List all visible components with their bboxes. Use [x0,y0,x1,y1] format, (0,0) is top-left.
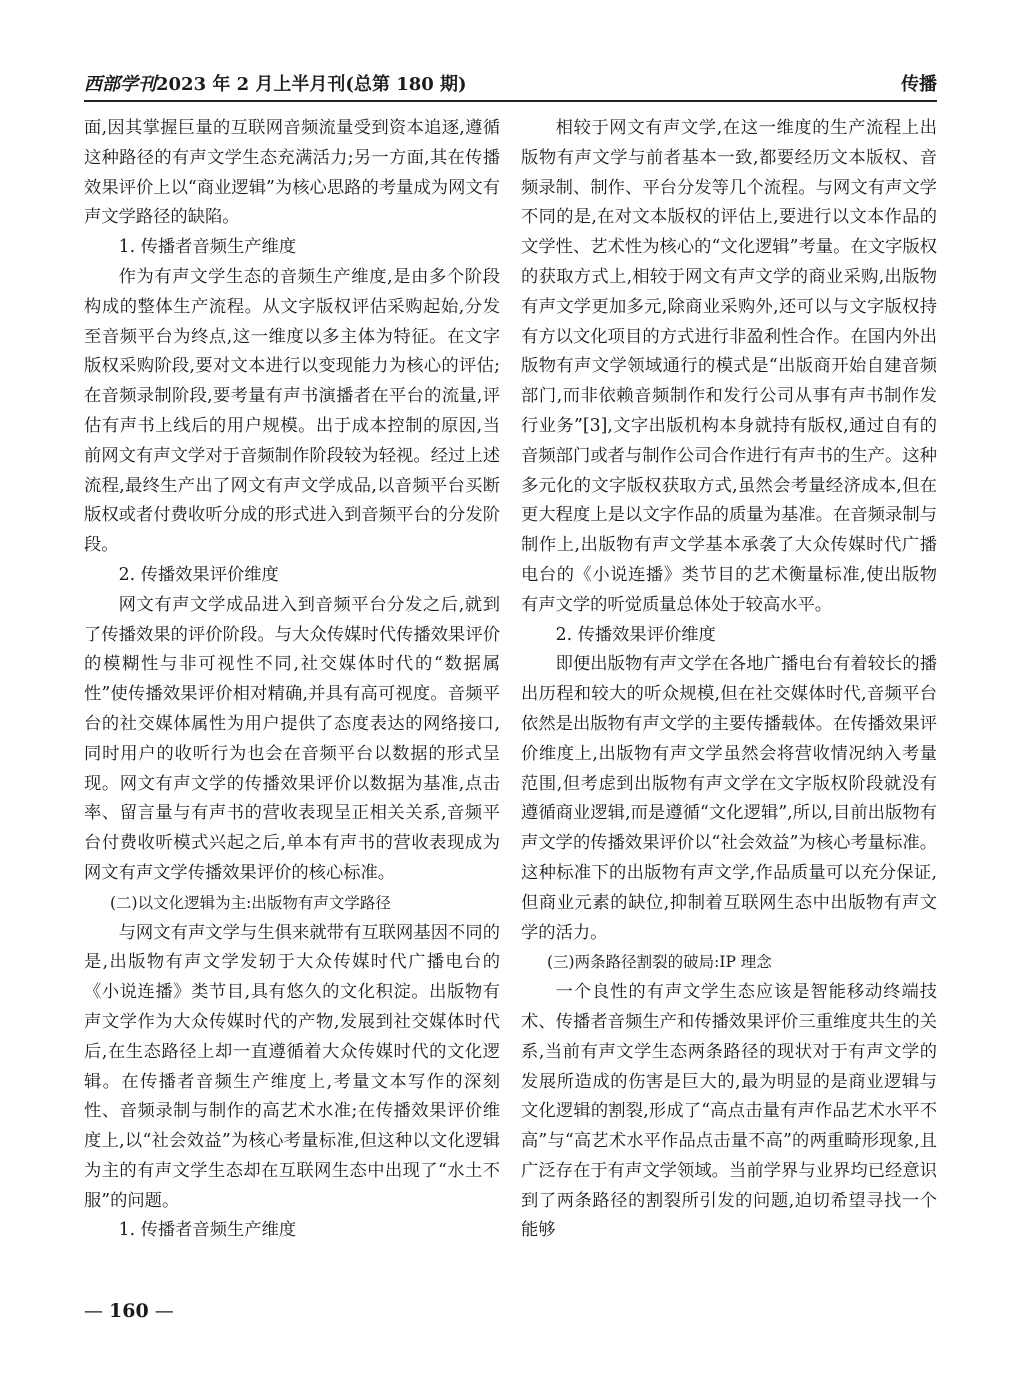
body-paragraph: 与网文有声文学与生俱来就带有互联网基因不同的是,出版物有声文学发轫于大众传媒时代广播电台的《小说连播》类节目,具有悠久的文化积淀。出版物有声文学作为大众传媒时代的产物,发展到社交媒体时代后,在生态路径上却一直遵循着大众传媒时代的文化逻辑。在传播者音频生产维度上,考量文本写作的深刻性、音频录制与制作的高艺术水准;在传播效果评价维度上,以“社会效益”为核心考量标准,但这种以文化逻辑为主的有声文学生态却在互联网生态中出现了“水土不服”的问题。 [84,922,500,1211]
subsection-heading: 1. 传播者音频生产维度 [118,1220,297,1241]
subsection-heading: 2. 传播效果评价维度 [118,564,279,585]
right-column [521,114,937,1246]
issue-label: 2023 年 2 月上半月刊(总第 180 期) [156,74,467,95]
body-paragraph: 作为有声文学生态的音频生产维度,是由多个阶段构成的整体生产流程。从文字版权评估采购起始,分发至音频平台为终点,这一维度以多主体为特征。在文字版权采购阶段,要对文本进行以变现能力为核心的评估;在音频录制阶段,要考量有声书演播者在平台的流量,评估有声书上线后的用户规模。出于成本控制的原因,当前网文有声文学对于音频制作阶段较为轻视。经过上述流程,最终生产出了网文有声文学成品,以音频平台买断版权或者付费收听分成的形式进入到音频平台的分发阶段。 [84,266,500,556]
page-number: — 160 — [84,1300,174,1322]
journal-issue-line [84,70,467,96]
section-heading: (三)两条路径割裂的破局:IP 理念 [547,953,772,972]
page-number-value: 160 [109,1300,149,1322]
body-paragraph: 面,因其掌握巨量的互联网音频流量受到资本追逐,遵循这种路径的有声文学生态充满活力;另一方面,其在传播效果评价上以“商业逻辑”为核心思路的考量成为网文有声文学路径的缺陷。 [84,118,500,228]
subsection-heading: 1. 传播者音频生产维度 [118,237,297,258]
body-paragraph: 网文有声文学成品进入到音频平台分发之后,就到了传播效果的评价阶段。与大众传媒时代传播效果评价的模糊性与非可视性不同,社交媒体时代的“数据属性”使传播效果评价相对精确,并具有高可视度。音频平台的社交媒体属性为用户提供了态度表达的网络接口,同时用户的收听行为也会在音频平台以数据的形式呈现。网文有声文学的传播效果评价以数据为基准,点击率、留言量与有声书的营收表现呈正相关关系,音频平台付费收听模式兴起之后,单本有声书的营收表现成为网文有声文学传播效果评价的核心标准。 [84,594,500,883]
body-paragraph: 相较于网文有声文学,在这一维度的生产流程上出版物有声文学与前者基本一致,都要经历文本版权、音频录制、制作、平台分发等几个流程。与网文有声文学不同的是,在对文本版权的评估上,要进行以文本作品的文学性、艺术性为核心的“文化逻辑”考量。在文字版权的获取方式上,相较于网文有声文学的商业采购,出版物有声文学更加多元,除商业采购外,还可以与文字版权持有方以文化项目的方式进行非盈利性合作。在国内外出版物有声文学领域通行的模式是“出版商开始自建音频部门,而非依赖音频制作和发行公司从事有声书制作发行业务”[3],文字出版机构本身就持有版权,通过自有的音频部门或者与制作公司合作进行有声书的生产。这种多元化的文字版权获取方式,虽然会考量经济成本,但在更大程度上是以文字作品的质量为基准。在音频录制与制作上,出版物有声文学基本承袭了大众传媒时代广播电台的《小说连播》类节目的艺术衡量标准,使出版物有声文学的听觉质量总体处于较高水平。 [521,118,937,615]
section-heading: (二)以文化逻辑为主:出版物有声文学路径 [110,893,391,912]
body-paragraph: 一个良性的有声文学生态应该是智能移动终端技术、传播者音频生产和传播效果评价三重维度共生的关系,当前有声文学生态两条路径的现状对于有声文学的发展所造成的伤害是巨大的,最为明显的是商业逻辑与文化逻辑的割裂,形成了“高点击量有声作品艺术水平不高”与“高艺术水平作品点击量不高”的两重畸形现象,且广泛存在于有声文学领域。当前学界与业界均已经意识到了两条路径的割裂所引发的问题,迫切希望寻找一个能够 [521,982,937,1241]
body-paragraph: 即便出版物有声文学在各地广播电台有着较长的播出历程和较大的听众规模,但在社交媒体时代,音频平台依然是出版物有声文学的主要传播载体。在传播效果评价维度上,出版物有声文学虽然会将营收情况纳入考量范围,但考虑到出版物有声文学在文字版权阶段就没有遵循商业逻辑,而是遵循“文化逻辑”,所以,目前出版物有声文学的传播效果评价以“社会效益”为核心考量标准。这种标准下的出版物有声文学,作品质量可以充分保证,但商业元素的缺位,抑制着互联网生态中出版物有声文学的活力。 [521,654,937,943]
left-column [84,114,500,1246]
section-label: 传播 [901,74,937,95]
header-rule [84,100,937,102]
running-header [84,70,937,98]
subsection-heading: 2. 传播效果评价维度 [555,624,716,645]
journal-logo: 西部学刊 [84,74,156,95]
